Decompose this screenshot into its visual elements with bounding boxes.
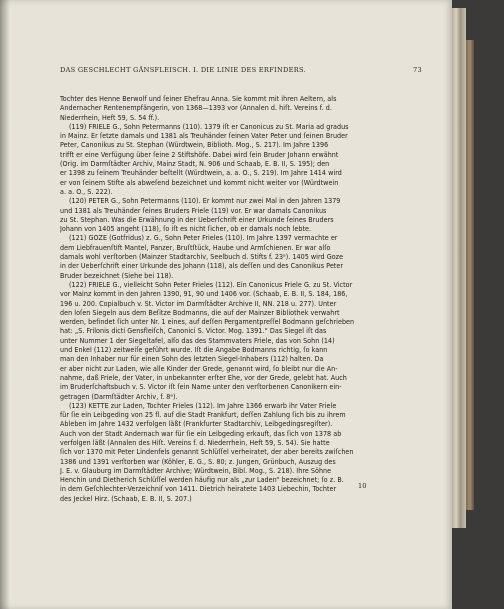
text-line: Henchin und Dietherich Schlüſſel werden häufig nur als „zur Laden“ bezeichnet; ſo z. B. <box>60 475 344 485</box>
text-line: Ableben im Jahre 1432 verfolgen läßt (Frankfurter Stadtarchiv, Leibgedingsregiſter). <box>60 419 333 429</box>
text-line: er aber nicht zur Laden, wie alle Kinder der Grede, genannt wird, ſo bleibt nur die An- <box>60 363 338 373</box>
text-line: verfolgen läßt (Annalen des Hiſt. Vereins f. d. Niederrhein, Heft 59, S. 54). Sie hatte <box>60 437 330 447</box>
text-line: er 1398 zu ſeinem Treuhänder beſtellt (Würdtwein, a. a. O., S. 219). Im Jahre 1414 wird <box>60 168 342 178</box>
text-line: hat: „S. Frilonis dicti Gensfleiſch, Canonici S. Victor. Mog. 1391.“ Das Siegel iſt das <box>60 326 327 336</box>
text-line: in dem Geſchlechter-Verzeichniſ von 1411. Dietrich heiratete 1403 Liebechin, Tochter <box>60 484 337 494</box>
text-line: ſich vor 1370 mit Peter Lindenfels genannt Schlüſſel verheiratet, der aber bereits zwiſchen <box>60 447 354 457</box>
text-line: Andernacher Rentenempfängerin, von 1368—1393 vor (Annalen d. hiſt. Vereins f. d. <box>60 103 332 113</box>
text-line: in Mainz. Er ſetzte damals und 1381 als Treuhänder ſeinen Vater Peter und ſeinen Bruder <box>60 131 348 141</box>
text-line: damals wohl verſtorben (Mainzer Stadtarchiv, Seelbuch d. Stifts f. 23ᵃ). 1405 wird Goze <box>60 252 344 262</box>
text-line: (123) KETTE zur Laden, Tochter Frieles (112). Im Jahre 1366 erwarb ihr Vater Friele <box>69 400 337 410</box>
page-gutter-shadow <box>0 0 10 609</box>
text-line: Johann von 1405 angeht (118), ſo iſt es nicht ſicher, ob er damals noch lebte. <box>60 224 312 234</box>
text-line: (120) PETER G., Sohn Petermanns (110). Er kommt nur zwei Mal in den Jahren 1379 <box>69 196 341 206</box>
text-line: 1386 und 1391 verſtorben war (Köhler, E. G., S. 80; z. Jungen, Grünbuch, Auszug des <box>60 456 336 466</box>
text-line: für ſie ein Leibgeding von 25 fl. auf die Stadt Frankfurt, deſſen Zahlung ſich bis zu ihrem <box>60 410 346 420</box>
text-line: Peter, Canonikus zu St. Stephan (Würdtwein, Biblioth. Mog., S. 217). Im Jahre 1396 <box>60 140 329 150</box>
text-line: trifft er eine Verfügung über ſeine 2 Stiftshöfe. Dabei wird ſein Bruder Johann erwähnt <box>60 149 339 159</box>
text-line: (Orig. im Darmſtädter Archiv, Mainz Stadt, N. 906 und Schaab, E. B. II, S. 195); den <box>60 159 330 169</box>
text-line: getragen (Darmſtädter Archiv, f. 8ᵃ). <box>60 391 178 401</box>
running-head-title: DAS GESCHLECHT GÄNSFLEISCH. I. DIE LINIE DES ERFINDERS. <box>60 66 306 74</box>
text-line: den loſen Siegeln aus dem Beſitze Bodmanns, die auf der Mainzer Bibliothek verwahrt <box>60 307 340 317</box>
text-line: in der Ueberſchrift einer Urkunde des Johann (118), als deſſen und des Canonikus Peter <box>60 261 344 271</box>
text-line: Tochter des Henne Berwolf und ſeiner Ehefrau Anna. Sie kommt mit ihren Aeltern, als <box>60 94 337 103</box>
text-line: und Enkel (112) zeitweiſe geführt wurde. Iſt die Angabe Bodmanns richtig, ſo kann <box>60 345 328 355</box>
text-line: J. E. v. Glauburg im Darmſtädter Archive; Würdtwein, Bibl. Mog., S. 218). Ihre Söhne <box>60 465 332 475</box>
signature-mark: 10 <box>358 482 367 490</box>
text-line: Bruder bezeichnet (Siehe bei 118). <box>60 270 174 280</box>
text-line: man den Inhaber nur für einen Sohn des letzten Siegel-Inhabers (112) halten. Da <box>60 354 324 364</box>
text-line: nahme, daß Friele, der Vater, in unbekannter erſter Ehe, vor der Grede, gelebt hat. Auch <box>60 372 347 382</box>
page-edge-stack <box>452 8 466 528</box>
running-head <box>60 66 422 78</box>
book-cover-edge <box>466 40 474 510</box>
text-line: (119) FRIELE G., Sohn Petermanns (110). 1379 iſt er Canonicus zu St. Maria ad gradus <box>69 121 349 131</box>
text-line: a. a. O., S. 222). <box>60 186 113 196</box>
text-line: er von ſeinem Stifte als abweſend bezeichnet und kommt nicht weiter vor (Würdtwein <box>60 177 339 187</box>
text-line: und 1381 als Treuhänder ſeines Bruders Friele (119) vor. Er war damals Canonikus <box>60 205 327 215</box>
body-text <box>60 94 422 503</box>
text-line: vor Mainz kommt in den Jahren 1390, 91, 90 und 1406 vor. (Schaab, E. B. II, S. 184, 186, <box>60 289 348 299</box>
text-line: werden, befindet ſich unter Nr. 1 eines, auf deſſen Pergamentpreſſel Bodmann geſchrieben <box>60 317 355 327</box>
text-line: zu St. Stephan. Was die Erwähnung in der Ueberſchrift einer Urkunde ſeines Bruders <box>60 214 334 224</box>
text-line: dem Liebfrauenſtift Mantel, Panzer, Bruſtſtück, Haube und Armſchienen. Er war alſo <box>60 242 331 252</box>
text-line: im Bruderſchaftsbuch v. S. Victor iſt ſein Name unter den verſtorbenen Canonikern ein- <box>60 382 342 392</box>
text-line: 196 u. 200. Copialbuch v. St. Victor im Darmſtädter Archive II, NN. 218 u. 277). Unter <box>60 298 337 308</box>
text-line: des Jeckel Hirz. (Schaab, E. B. II, S. 207.) <box>60 493 192 503</box>
text-line: Auch von der Stadt Andernach war für ſie ein Leibgeding erkauft, das ſich von 1378 ab <box>60 428 342 438</box>
text-line: unter Nummer 1 der Siegeltafel, alſo das des Stammvaters Friele, das von Sohn (14) <box>60 335 335 345</box>
text-line: Niederrhein, Heft 59, S. 54 ff.). <box>60 112 160 122</box>
text-line: (121) GOZE (Gotfridus) z. G., Sohn Peter Frieles (110). Im Jahre 1397 vermachte er <box>69 233 338 243</box>
text-line: (122) FRIELE G., vielleicht Sohn Peter Frieles (112). Ein Canonicus Friele G. zu St. Victor <box>69 279 353 289</box>
page-number: 73 <box>413 66 422 74</box>
